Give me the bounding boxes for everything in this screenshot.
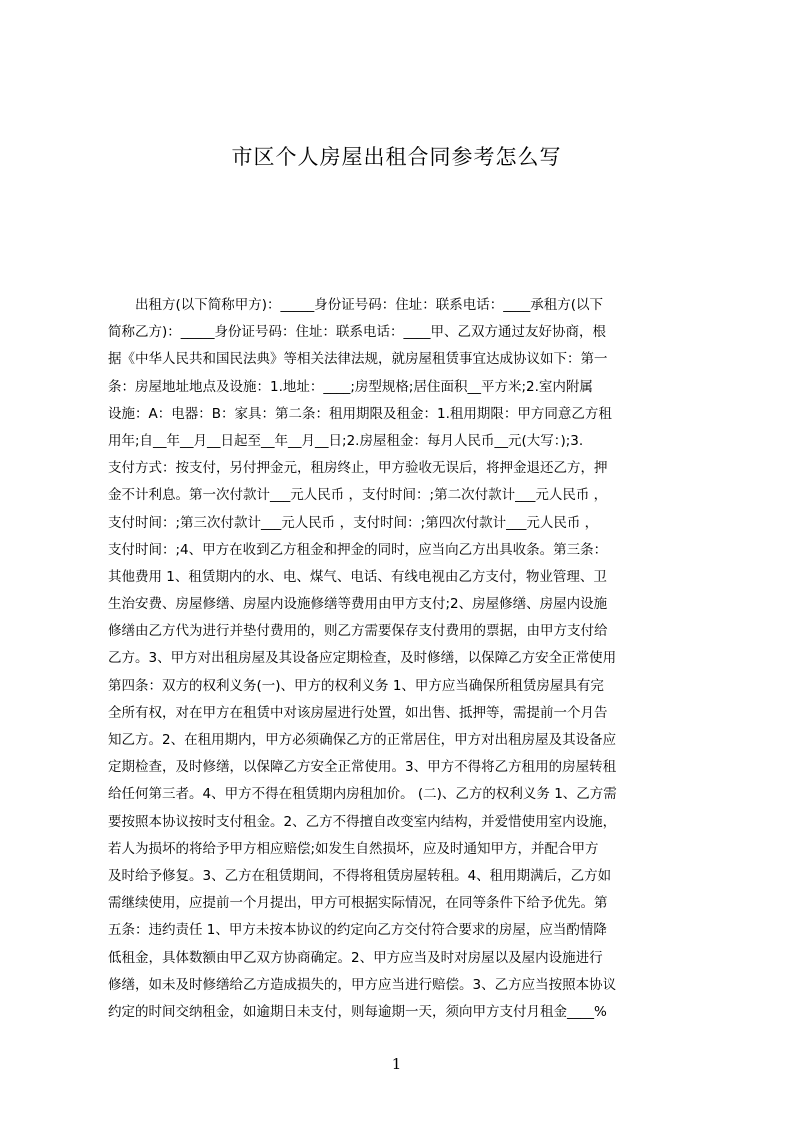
document-title: 市区个人房屋出租合同参考怎么写 xyxy=(231,145,562,169)
body-line: 金不计利息。第一次付款计___元人民币 ，支付时间：;第二次付款计___元人民币 ， xyxy=(108,487,608,504)
body-line: 其他费用 1、租赁期内的水、电、煤气、电话、有线电视由乙方支付，物业管理、卫 xyxy=(108,568,607,585)
body-line: 据《中华人民共和国民法典》等相关法律法规，就房屋租赁事宜达成协议如下：第一 xyxy=(108,351,608,368)
body-line: 修缮由乙方代为进行并垫付费用的，则乙方需要保存支付费用的票据，由甲方支付给 xyxy=(108,623,608,640)
body-line: 全所有权，对在甲方在租赁中对该房屋进行处置，如出售、抵押等，需提前一个月告 xyxy=(108,704,608,721)
body-line: 用年;自__年__月__日起至__年__月__日;2.房屋租金：每月人民币__元(大写：);3. xyxy=(108,432,584,449)
body-line: 支付时间：;4、甲方在收到乙方租金和押金的同时，应当向乙方出具收条。第三条： xyxy=(108,541,608,558)
body-line: 及时给予修复。3、乙方在租赁期间，不得将租赁房屋转租。4、租用期满后，乙方如 xyxy=(108,867,612,884)
body-line: 要按照本协议按时支付租金。2、乙方不得擅自改变室内结构，并爱惜使用室内设施， xyxy=(108,813,617,830)
body-line: 修缮，如未及时修缮给乙方造成损失的，甲方应当进行赔偿。3、乙方应当按照本协议 xyxy=(108,976,617,993)
body-line: 约定的时间交纳租金，如逾期日未支付，则每逾期一天，须向甲方支付月租金____% xyxy=(108,1003,607,1020)
body-line: 知乙方。2、在租用期内，甲方必须确保乙方的正常居住，甲方对出租房屋及其设备应 xyxy=(108,732,617,748)
page-number: 1 xyxy=(391,1055,402,1073)
body-line: 需继续使用，应提前一个月提出，甲方可根据实际情况，在同等条件下给予优先。第 xyxy=(108,895,608,912)
contract-body xyxy=(108,292,698,1026)
body-line: 条：房屋地址地点及设施：1.地址：____;房型规格;居住面积__平方米;2.室内附属 xyxy=(108,378,593,395)
body-line: 支付方式：按支付，另付押金元，租房终止，甲方验收无误后，将押金退还乙方，押 xyxy=(108,460,608,477)
body-line: 出租方(以下简称甲方)：_____身份证号码：住址：联系电话：____承租方(以下 xyxy=(108,297,604,313)
body-line: 支付时间：;第三次付款计___元人民币 ，支付时间：;第四次付款计___元人民币 ， xyxy=(108,514,599,531)
body-line: 简称乙方)：_____身份证号码：住址：联系电话：____甲、乙双方通过友好协商，根 xyxy=(108,324,607,341)
body-line: 给任何第三者。4、甲方不得在租赁期内房租加价。 (二)、乙方的权利义务 1、乙方需 xyxy=(108,786,617,803)
body-line: 第四条：双方的权利义务(一)、甲方的权利义务 1、甲方应当确保所租赁房屋具有完 xyxy=(108,677,604,694)
body-line: 生治安费、房屋修缮、房屋内设施修缮等费用由甲方支付;2、房屋修缮、房屋内设施 xyxy=(108,596,608,613)
body-line: 五条：违约责任 1、甲方未按本协议的约定向乙方交付符合要求的房屋，应当酌情降 xyxy=(108,922,607,939)
body-line: 低租金，具体数额由甲乙双方协商确定。2、甲方应当及时对房屋以及屋内设施进行 xyxy=(108,949,603,966)
body-line: 若人为损坏的将给予甲方相应赔偿;如发生自然损坏，应及时通知甲方，并配合甲方 xyxy=(108,840,599,857)
body-line: 设施：A：电器：B：家具：第二条：租用期限及租金：1.租用期限：甲方同意乙方租 xyxy=(108,405,612,422)
body-line: 定期检查，及时修缮，以保障乙方安全正常使用。3、甲方不得将乙方租用的房屋转租 xyxy=(108,759,617,776)
body-line: 乙方。3、甲方对出租房屋及其设备应定期检查，及时修缮，以保障乙方安全正常使用 xyxy=(108,650,617,667)
